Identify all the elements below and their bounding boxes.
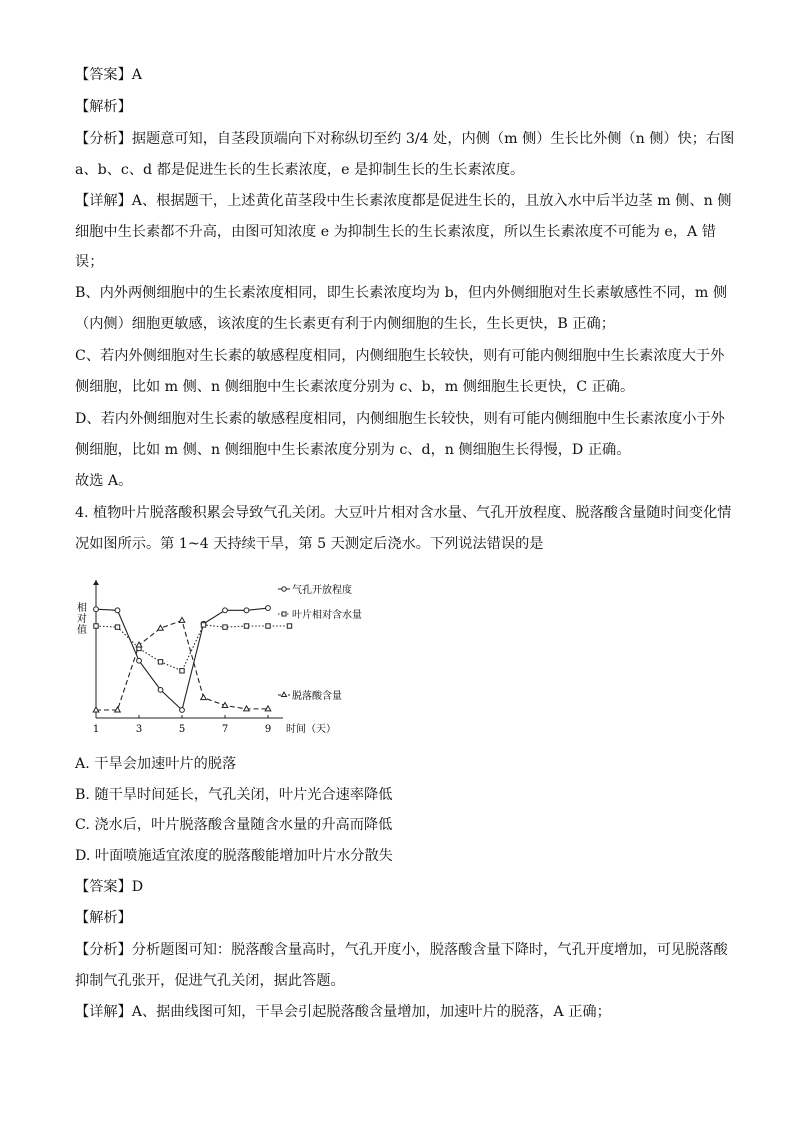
- data-point: [158, 660, 162, 664]
- y-axis-arrow: [93, 580, 99, 585]
- series-line: [96, 625, 290, 671]
- data-point: [93, 707, 99, 712]
- data-point: [115, 625, 119, 629]
- lines-line: a、b、c、d 都是促进生长的生长素浓度，e 是抑制生长的生长素浓度。: [75, 162, 525, 178]
- x-tick-label: 7: [221, 724, 229, 735]
- data-point: [158, 687, 163, 692]
- lines-line: 【详解】A、根据题干，上述黄化苗茎段中生长素浓度都是促进生长的，且放入水中后半边茎 m 侧、n 侧: [75, 193, 732, 209]
- after-line: 【分析】分析题图可知：脱落酸含量高时，气孔开度小，脱落酸含量下降时，气孔开度增加，可见脱落酸: [75, 942, 728, 958]
- legend-label: 脱落酸含量: [292, 691, 342, 702]
- data-point: [244, 706, 250, 711]
- data-point: [180, 708, 185, 713]
- after-line: 【答案】D: [75, 879, 144, 895]
- series-line: [96, 608, 268, 710]
- y-axis-label: 相对值: [74, 602, 86, 635]
- data-point: [223, 608, 228, 613]
- x-tick-label: 9: [264, 724, 272, 735]
- x-tick-label: 1: [92, 724, 100, 735]
- data-point: [136, 642, 142, 647]
- data-point: [222, 703, 228, 708]
- chart-series: [93, 606, 292, 713]
- legend-marker: [282, 692, 287, 697]
- lines-line: 4. 植物叶片脱落酸积累会导致气孔关闭。大豆叶片相对含水量、气孔开放程度、脱落酸含量随时间变化情: [75, 505, 732, 521]
- data-point: [223, 625, 227, 629]
- data-point: [179, 617, 185, 622]
- data-point: [115, 608, 120, 613]
- data-point: [266, 606, 271, 611]
- options-line: D. 叶面喷施适宜浓度的脱落酸能增加叶片水分散失: [75, 848, 393, 864]
- data-point: [201, 623, 205, 627]
- legend-label: 叶片相对含水量: [292, 610, 362, 621]
- data-point: [158, 625, 164, 630]
- after-line: 【详解】A、据曲线图可知，干旱会引起脱落酸含量增加，加速叶片的脱落，A 正确；: [75, 1004, 611, 1020]
- lines-line: B、内外两侧细胞中的生长素浓度相同，即生长素浓度均为 b，但内外侧细胞对生长素敏感性不同，m 侧: [75, 285, 728, 301]
- data-point: [244, 608, 249, 613]
- options-line: C. 浇水后，叶片脱落酸含量随含水量的升高而降低: [75, 817, 393, 833]
- x-tick-label: 3: [135, 724, 143, 735]
- data-point: [115, 707, 121, 712]
- data-point: [201, 695, 207, 700]
- x-tick-label: 5: [178, 724, 186, 735]
- lines-line: 故选 A。: [75, 473, 133, 489]
- lines-line: 【答案】A: [75, 67, 142, 83]
- after-line: 【解析】: [75, 910, 132, 926]
- options-line: B. 随干旱时间延长，气孔关闭，叶片光合速率降低: [75, 787, 393, 803]
- lines-line: 【分析】据题意可知，自茎段顶端向下对称纵切至约 3/4 处，内侧（m 侧）生长比外侧（n 侧）快；右图: [75, 131, 735, 147]
- options-line: A. 干旱会加速叶片的脱落: [75, 756, 237, 772]
- lines-line: （内侧）细胞更敏感，该浓度的生长素更有利于内侧细胞的生长，生长更快，B 正确；: [75, 316, 615, 332]
- data-point: [265, 706, 271, 711]
- legend-label: 气孔开放程度: [292, 585, 352, 596]
- after-line: 抑制气孔张开，促进气孔关闭，据此答题。: [75, 973, 345, 989]
- lines-line: 【解析】: [75, 99, 132, 115]
- legend-marker: [282, 587, 286, 591]
- lines-line: D、若内外侧细胞对生长素的敏感程度相同，内侧细胞生长较快，则有可能内侧细胞中生长素浓度小于外: [75, 411, 725, 427]
- lines-line: 误；: [75, 254, 104, 270]
- lines-line: 侧细胞，比如 m 侧、n 侧细胞中生长素浓度分别为 c、d，n 侧细胞生长得慢，D 正确。: [75, 442, 631, 458]
- data-point: [137, 658, 142, 663]
- lines-line: C、若内外侧细胞对生长素的敏感程度相同，内侧细胞生长较快，则有可能内侧细胞中生长素浓度大于外: [75, 348, 725, 364]
- lines-line: 细胞中生长素都不升高，由图可知浓度 e 为抑制生长的生长素浓度，所以生长素浓度不可能为 e，A 错: [75, 224, 716, 240]
- lines-line: 况如图所示。第 1~4 天持续干旱，第 5 天测定后浇水。下列说法错误的是: [75, 536, 544, 552]
- data-point: [266, 624, 270, 628]
- data-point: [244, 624, 248, 628]
- line-chart: [68, 568, 408, 740]
- x-axis-label: 时间（天）: [286, 724, 336, 735]
- series-line: [96, 620, 268, 710]
- data-point: [94, 607, 99, 612]
- legend-marker: [282, 612, 286, 616]
- data-point: [180, 669, 184, 673]
- data-point: [94, 624, 98, 628]
- data-point: [287, 624, 291, 628]
- lines-line: 侧细胞，比如 m 侧、n 侧细胞中生长素浓度分别为 c、b，m 侧细胞生长更快，C 正确。: [75, 379, 635, 395]
